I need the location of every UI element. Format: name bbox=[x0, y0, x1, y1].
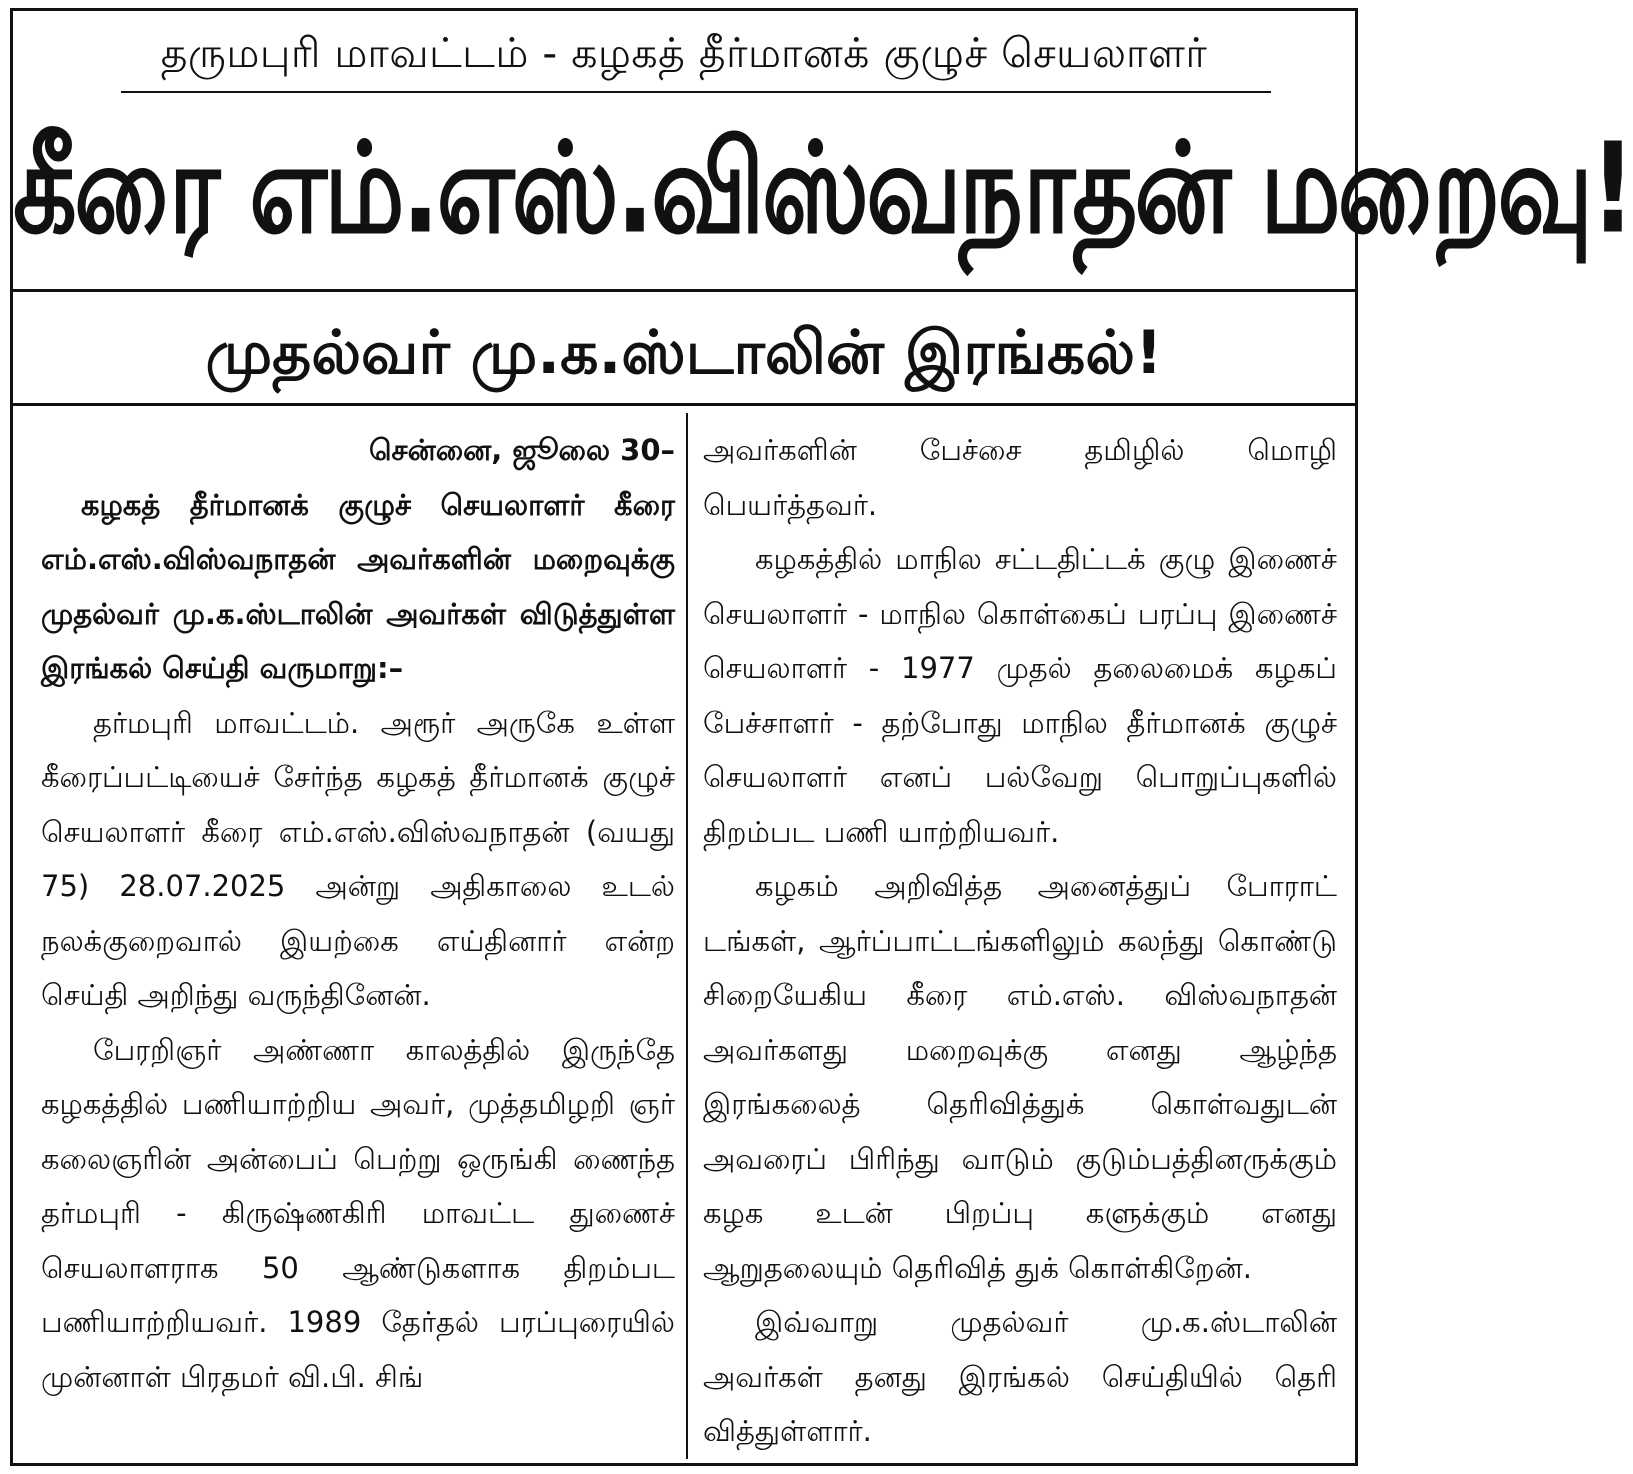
divider-top bbox=[13, 289, 1355, 292]
column-divider bbox=[686, 413, 688, 1459]
body-paragraph: கழகத்தில் மாநில சட்டதிட்டக் குழு இணைச் செயலாளர் - மாநில கொள்கைப் பரப்பு இணைச் செயலாளர் - 1977 முதல் தலைமைக் கழகப் பேச்சாளர் - தற்போது மாநில தீர்மானக் குழுச் செயலாளர் எனப் பல்வேறு பொறுப்புகளில் திறம்பட பணி யாற்றியவர். bbox=[703, 542, 1337, 849]
body-paragraph-continued: அவர்களின் பேச்சை தமிழில் மொழி பெயர்த்தவர். bbox=[703, 433, 1337, 522]
body-paragraph: பேரறிஞர் அண்ணா காலத்தில் இருந்தே கழகத்தில் பணியாற்றிய அவர், முத்தமிழறி ஞர் கலைஞரின் அன்பைப் பெற்று ஒருங்கி ணைந்த தர்மபுரி - கிருஷ்ணகிரி மாவட்ட துணைச் செயலாளராக 50 ஆண்டுகளாக திறம்பட பணியாற்றியவர். 1989 தேர்தல் பரப்புரையில் முன்னாள் பிரதமர் வி.பி. சிங் bbox=[41, 1032, 675, 1394]
body-paragraph: தர்மபுரி மாவட்டம். அரூர் அருகே உள்ள கீரைப்பட்டியைச் சேர்ந்த கழகத் தீர்மானக் குழுச் செயலாளர் கீரை எம்.எஸ்.விஸ்வநாதன் (வயது 75) 28.07.2025 அன்று அதிகாலை உடல் நலக்குறைவால் இயற்கை எய்தினார் என்ற செய்தி அறிந்து வருந்தினேன். bbox=[41, 705, 675, 1012]
lead-paragraph: கழகத் தீர்மானக் குழுச் செயலாளர் கீரை எம்.எஸ்.விஸ்வநாதன் அவர்களின் மறைவுக்கு முதல்வர் மு.க.ஸ்டாலின் அவர்கள் விடுத்துள்ள இரங்கல் செய்தி வருமாறு:– bbox=[41, 487, 675, 685]
dateline: சென்னை, ஜூலை 30– bbox=[368, 433, 675, 467]
subheadline: முதல்வர் மு.க.ஸ்டாலின் இரங்கல்! bbox=[205, 318, 1163, 388]
body-paragraph: கழகம் அறிவித்த அனைத்துப் போராட் டங்கள், ஆர்ப்பாட்டங்களிலும் கலந்து கொண்டு சிறையேகிய கீரை எம்.எஸ். விஸ்வநாதன் அவர்களது மறைவுக்கு எனது ஆழ்ந்த இரங்கலைத் தெரிவித்துக் கொள்வதுடன் அவரைப் பிரிந்து வாடும் குடும்பத்தினருக்கும் கழக உடன் பிறப்பு களுக்கும் எனது ஆறுதலையும் தெரிவித் துக் கொள்கிறேன். bbox=[703, 869, 1337, 1285]
headline bbox=[13, 105, 1633, 273]
column-right bbox=[703, 423, 1337, 1459]
divider-bottom bbox=[13, 403, 1355, 406]
news-clipping bbox=[10, 8, 1633, 1466]
kicker-line: தருமபுரி மாவட்டம் - கழகத் தீர்மானக் குழுச் செயலாளர் bbox=[160, 29, 1208, 77]
headline-text: கீரை எம்.எஸ்.விஸ்வநாதன் மறைவு! bbox=[13, 115, 1633, 262]
column-left bbox=[41, 423, 675, 1404]
closing-paragraph: இவ்வாறு முதல்வர் மு.க.ஸ்டாலின் அவர்கள் தனது இரங்கல் செய்தியில் தெரி வித்துள்ளார். bbox=[703, 1305, 1337, 1448]
